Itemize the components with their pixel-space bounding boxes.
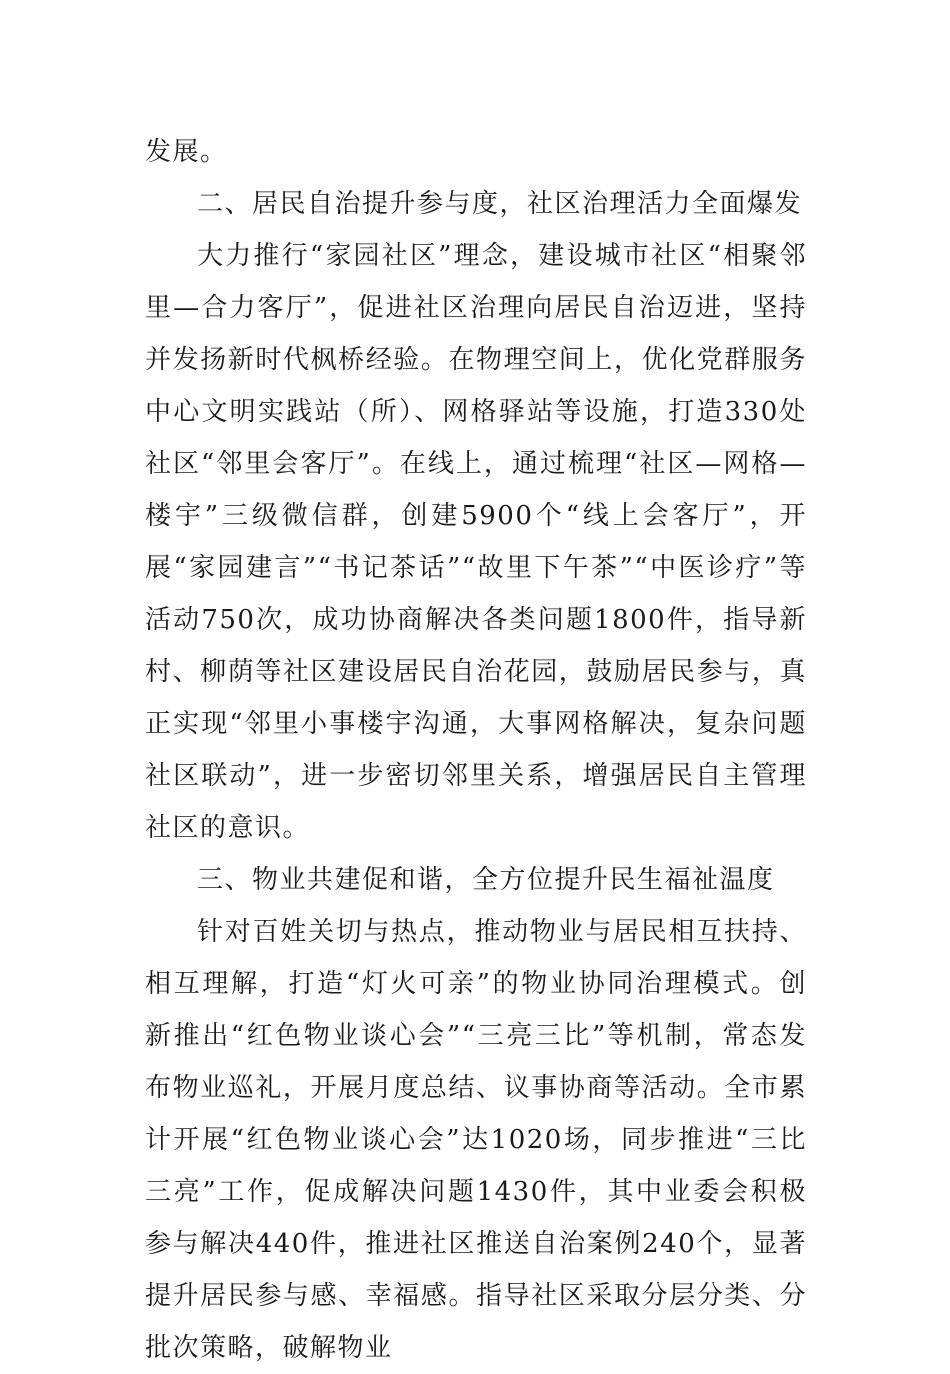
paragraph-residents-autonomy: 大力推行“家园社区”理念，建设城市社区“相聚邻里—合力客厅”，促进社区治理向居民自治迈进，坚持并发扬新时代枫桥经验。在物理空间上，优化党群服务中心文明实践站（所）、网格驿站等设施，打造330处社区“邻里会客厅”。在线上，通过梳理“社区—网格—楼宇”三级微信群，创建5900个“线上会客厅”，开展“家园建言”“书记茶话”“故里下午茶”“中医诊疗”等活动750次，成功协商解决各类问题1800件，指导新村、柳荫等社区建设居民自治花园，鼓励居民参与，真正实现“邻里小事楼宇沟通，大事网格解决，复杂问题社区联动”，进一步密切邻里关系，增强居民自主管理社区的意识。 [145,241,807,843]
document-body [145,126,807,1374]
section-heading-3: 三、物业共建促和谐，全方位提升民生福祉温度 [197,865,775,895]
section-heading-2: 二、居民自治提升参与度，社区治理活力全面爆发 [197,189,803,219]
paragraph-continuation: 发展。 [145,137,228,167]
paragraph-property-cobuilding: 针对百姓关切与热点，推动物业与居民相互扶持、相互理解，打造“灯火可亲”的物业协同治理模式。创新推出“红色物业谈心会”“三亮三比”等机制，常态发布物业巡礼，开展月度总结、议事协商等活动。全市累计开展“红色物业谈心会”达1020场，同步推进“三比三亮”工作，促成解决问题1430件，其中业委会积极参与解决440件，推进社区推送自治案例240个，显著提升居民参与感、幸福感。指导社区采取分层分类、分批次策略，破解物业 [145,917,807,1363]
